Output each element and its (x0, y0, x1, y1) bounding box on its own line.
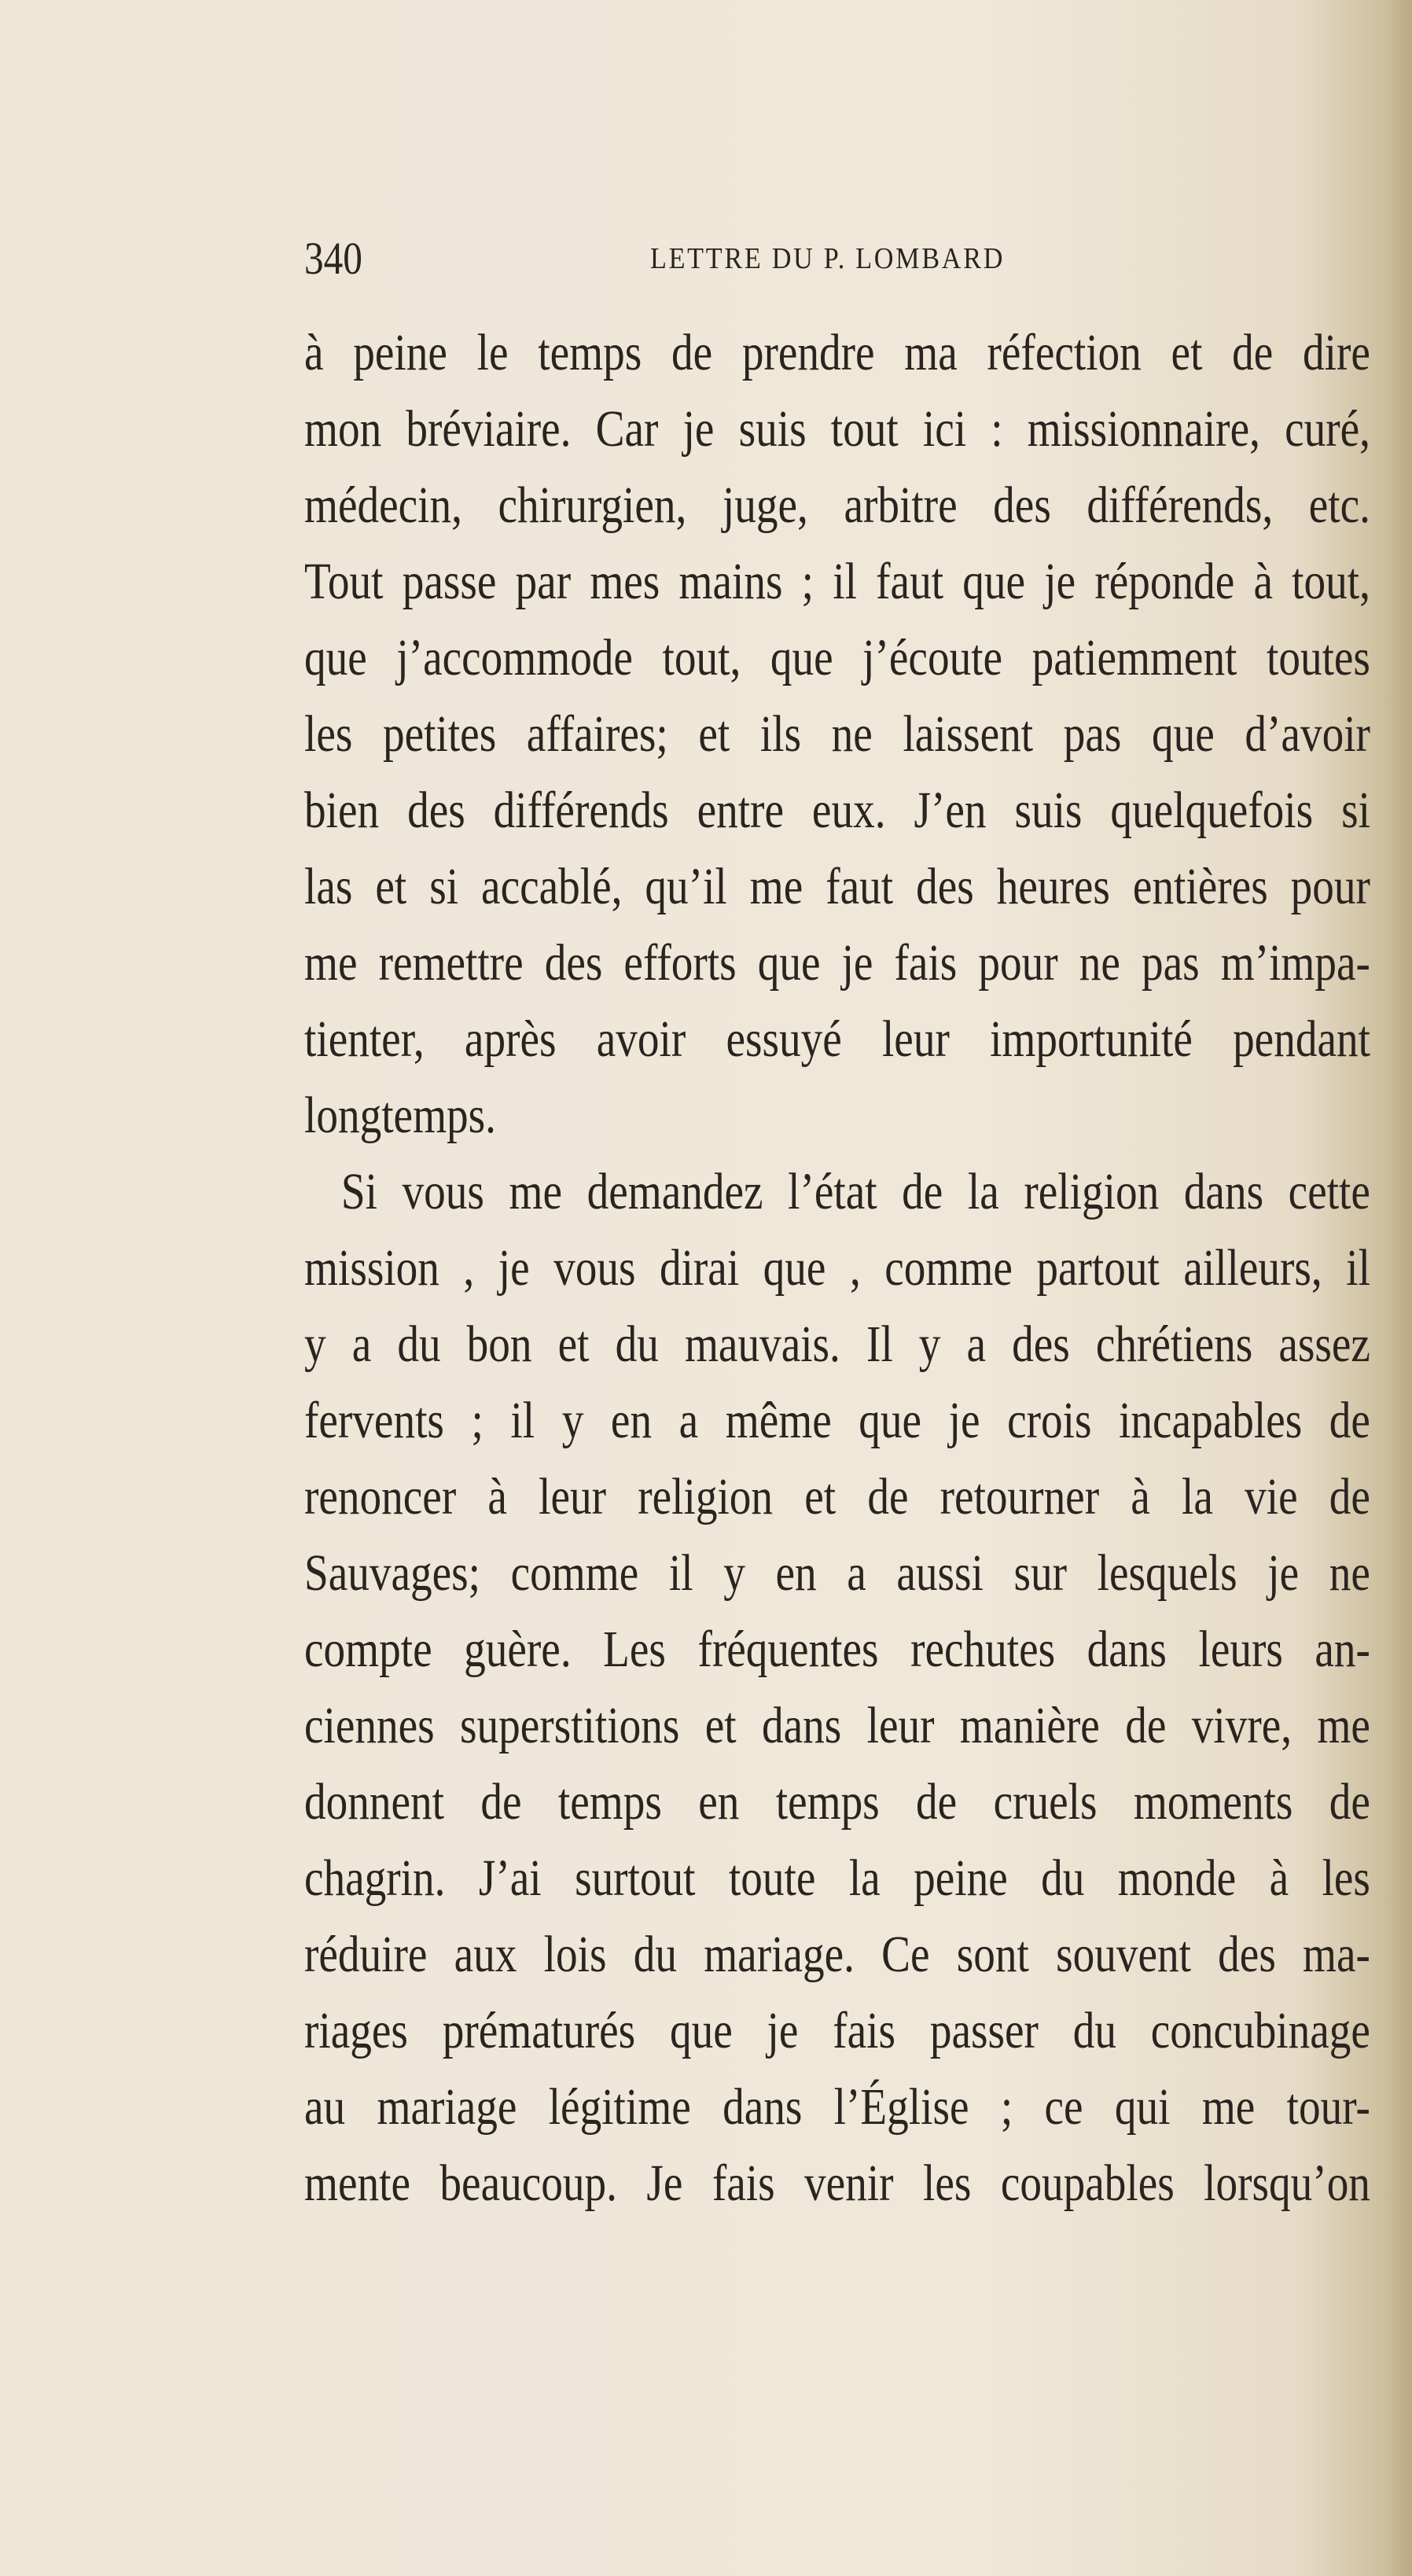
text-line-content: ciennes superstitions et dans leur manière de vivre, me (304, 1697, 1370, 1754)
text-line (304, 1154, 1370, 1230)
text-line (304, 925, 1370, 1001)
body-text (304, 315, 1370, 2221)
text-line (304, 696, 1370, 772)
text-line-content: médecin, chirurgien, juge, arbitre des différends, etc. (304, 477, 1370, 534)
text-line-content: donnent de temps en temps de cruels moments de (304, 1773, 1370, 1831)
text-line-content: au mariage légitime dans l’Église ; ce qui me tour- (304, 2078, 1370, 2136)
text-line-content: renoncer à leur religion et de retourner à la vie de (304, 1468, 1370, 1525)
text-line-content: fervents ; il y en a même que je crois incapables de (304, 1392, 1370, 1449)
text-line-content: y a du bon et du mauvais. Il y a des chrétiens assez (304, 1316, 1370, 1373)
text-line (304, 1840, 1370, 1916)
text-line (304, 1230, 1370, 1306)
text-line-content: que j’accommode tout, que j’écoute patiemment toutes (304, 629, 1370, 686)
text-line-content: riages prématurés que je fais passer du concubinage (304, 2002, 1370, 2059)
text-line (304, 1993, 1370, 2069)
text-line (304, 1764, 1370, 1840)
text-line (304, 1535, 1370, 1611)
text-line-content: las et si accablé, qu’il me faut des heures entières pour (304, 858, 1370, 915)
text-line (304, 1459, 1370, 1535)
text-line-content: mente beaucoup. Je fais venir les coupables lorsqu’on (304, 2155, 1370, 2212)
running-head: LETTRE DU P. LOMBARD (650, 242, 1006, 275)
text-line-content: réduire aux lois du mariage. Ce sont souvent des ma- (304, 1926, 1370, 1983)
text-line (304, 1687, 1370, 1764)
text-line (304, 772, 1370, 848)
text-line-content: chagrin. J’ai surtout toute la peine du monde à les (304, 1849, 1370, 1907)
text-line-content: longtemps. (304, 1087, 496, 1144)
text-line-content: Tout passe par mes mains ; il faut que je réponde à tout, (304, 553, 1370, 610)
text-line (304, 848, 1370, 925)
text-line-content: mission , je vous dirai que , comme partout ailleurs, il (304, 1239, 1370, 1297)
text-line-content: me remettre des efforts que je fais pour ne pas m’impa- (304, 934, 1370, 992)
text-line (304, 391, 1370, 467)
text-line-content: à peine le temps de prendre ma réfection et de dire (304, 324, 1370, 381)
text-line (304, 1306, 1370, 1382)
text-line (304, 467, 1370, 543)
text-line-content: bien des différends entre eux. J’en suis quelquefois si (304, 782, 1370, 839)
text-line (304, 1001, 1370, 1077)
page-number: 340 (304, 233, 362, 284)
text-line-content: compte guère. Les fréquentes rechutes dans leurs an- (304, 1621, 1370, 1678)
text-line (304, 620, 1370, 696)
text-line-content: mon bréviaire. Car je suis tout ici : missionnaire, curé, (304, 400, 1370, 458)
text-line (304, 2069, 1370, 2145)
text-line (304, 1611, 1370, 1687)
text-line-content: les petites affaires; et ils ne laissent pas que d’avoir (304, 705, 1370, 763)
text-line-content: Sauvages; comme il y en a aussi sur lesquels je ne (304, 1544, 1370, 1602)
text-line (304, 315, 1370, 391)
text-line (304, 1916, 1370, 1993)
text-line (304, 2145, 1370, 2221)
text-line (304, 1077, 1370, 1154)
text-line-content: tienter, après avoir essuyé leur importunité pendant (304, 1010, 1370, 1068)
text-line (304, 543, 1370, 620)
page-header (304, 232, 1370, 287)
text-line (304, 1382, 1370, 1459)
text-line-content: Si vous me demandez l’état de la religion dans cette (340, 1163, 1370, 1220)
